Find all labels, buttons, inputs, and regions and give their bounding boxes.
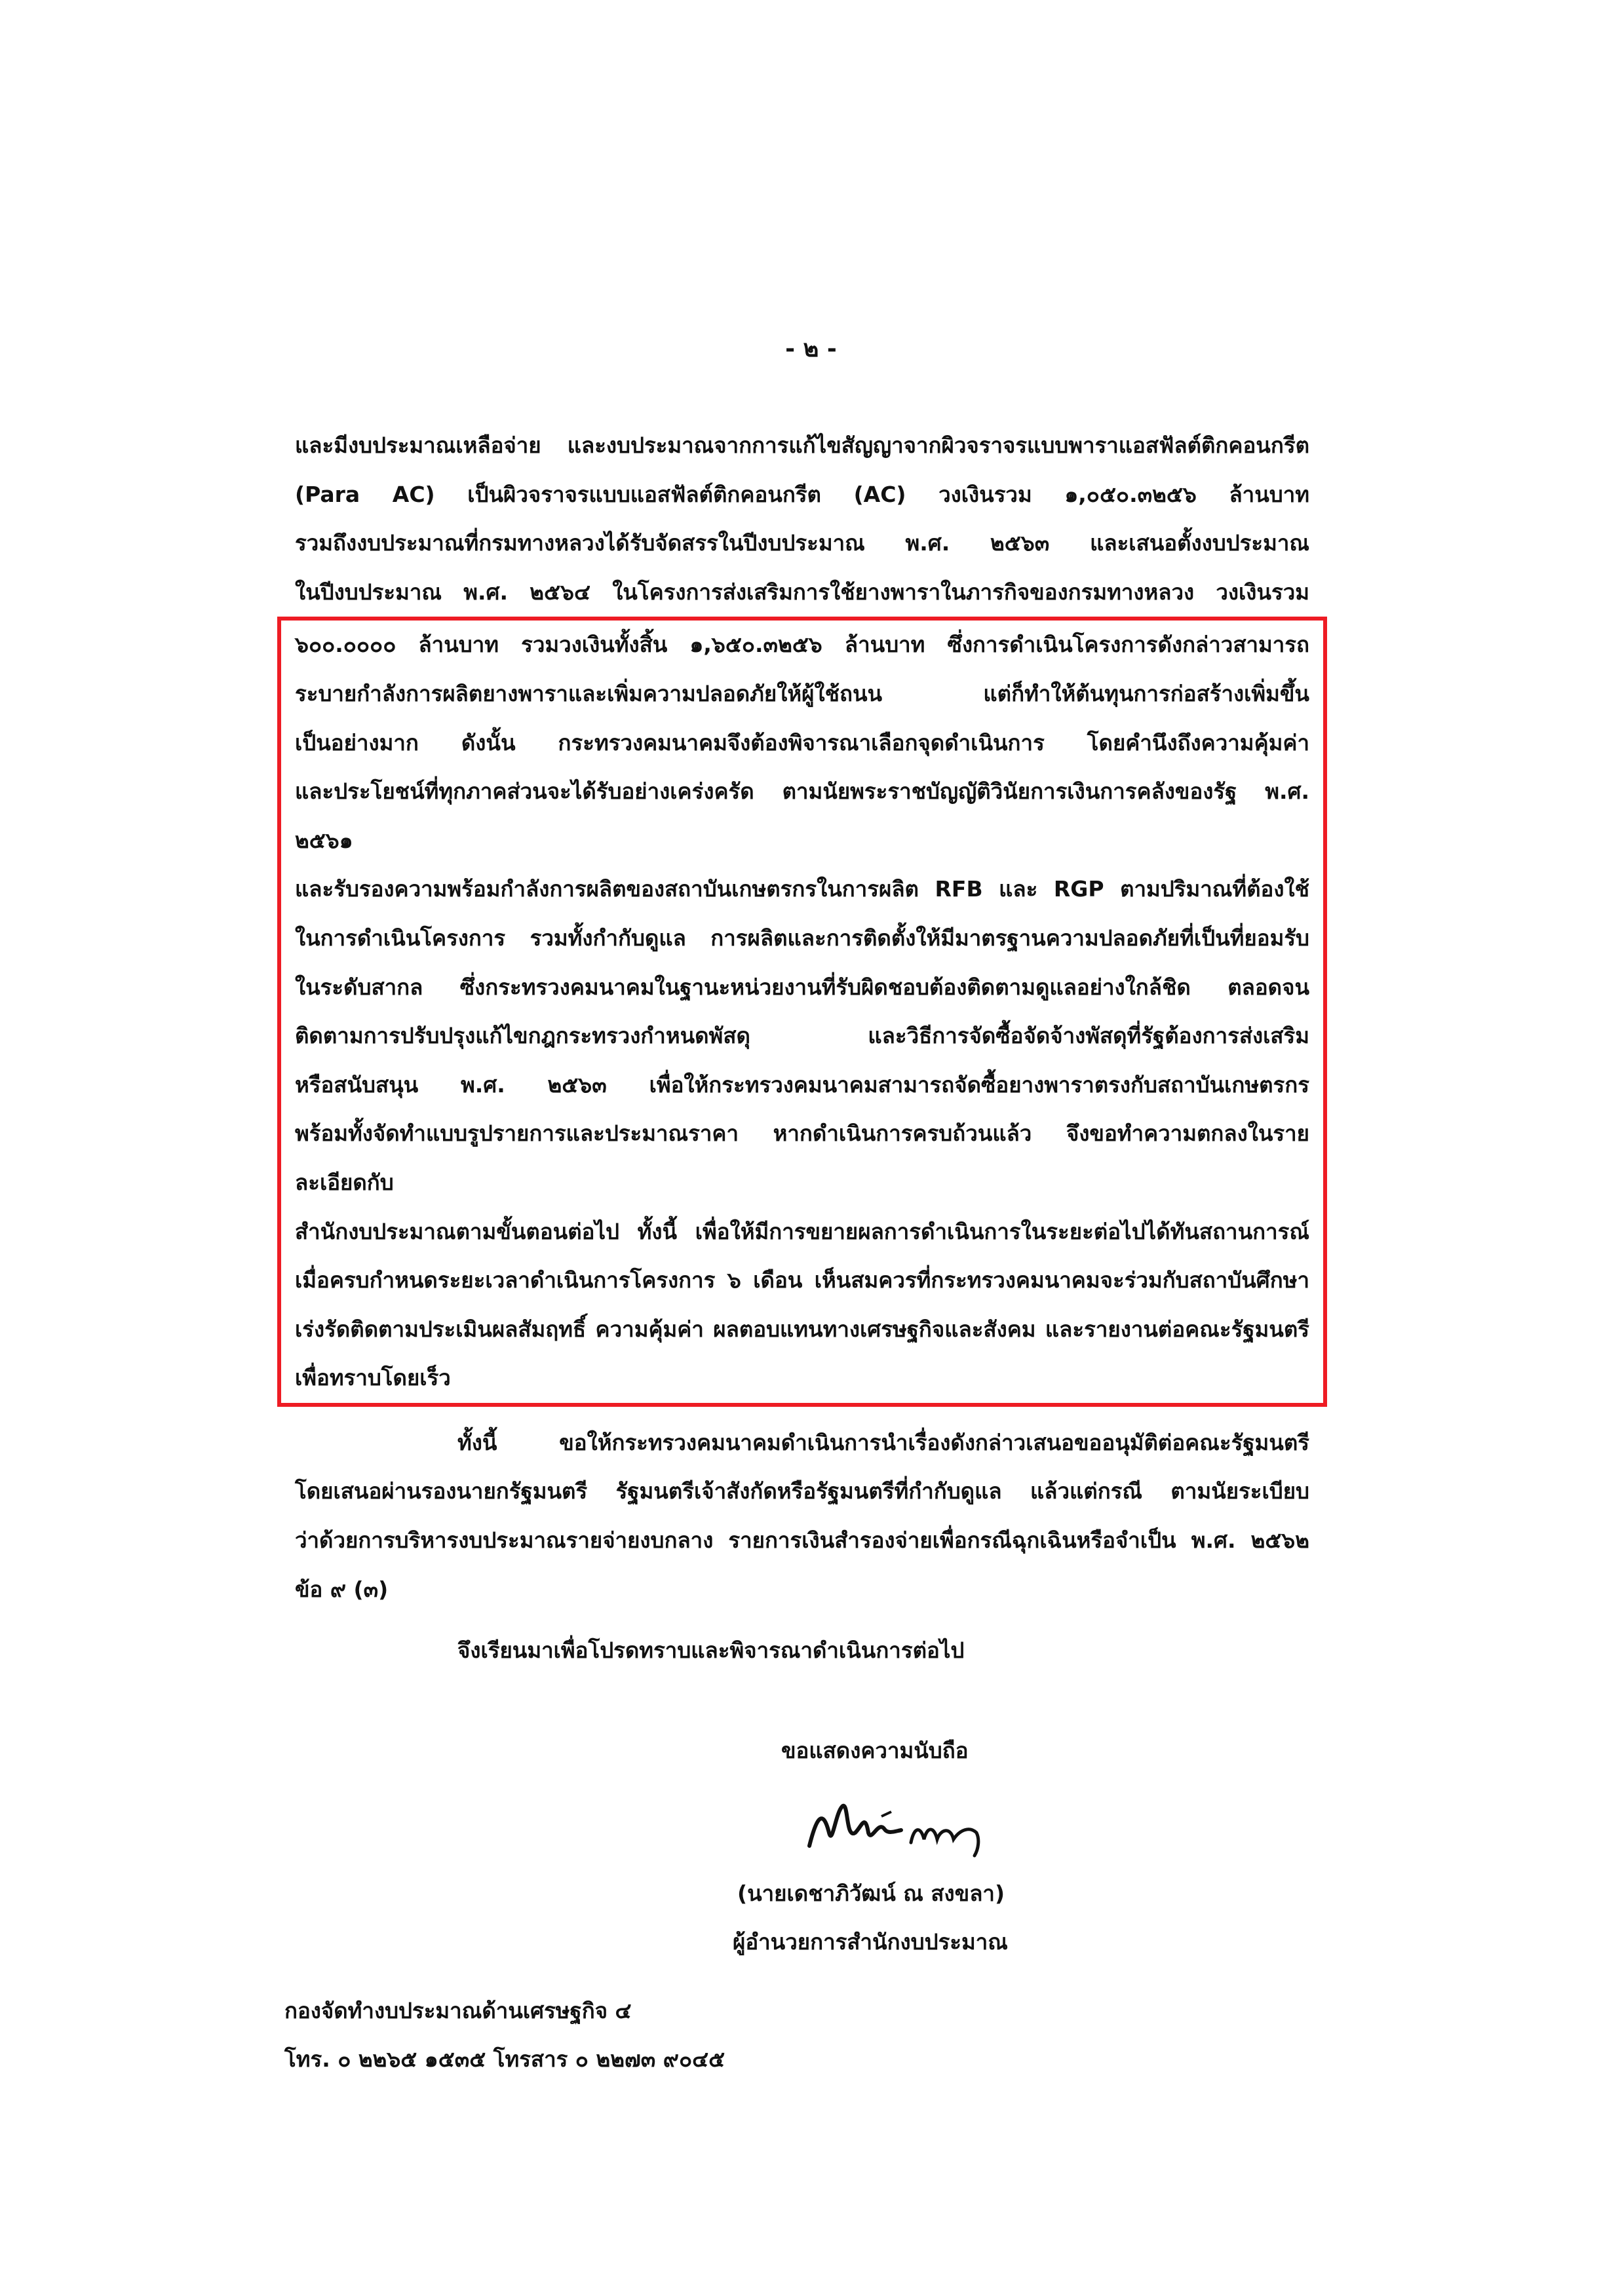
- text-line: หรือสนับสนุน พ.ศ. ๒๕๖๓ เพื่อให้กระทรวงคมนาคมสามารถจัดซื้อยางพาราตรงกับสถาบันเกษตรกร: [295, 1071, 1309, 1098]
- text-line: เพื่อทราบโดยเร็ว: [295, 1365, 451, 1391]
- text-line: เร่งรัดติดตามประเมินผลสัมฤทธิ์ ความคุ้มค่า ผลตอบแทนทางเศรษฐกิจและสังคม และรายงานต่อคณะรัฐมนตรี: [295, 1316, 1309, 1342]
- text-line: สำนักงบประมาณตามขั้นตอนต่อไป ทั้งนี้ เพื่อให้มีการขยายผลการดำเนินการในระยะต่อไปได้ทันสถานการณ์: [295, 1218, 1309, 1244]
- text-line: ข้อ ๙ (๓): [295, 1576, 389, 1602]
- signer-name: (นายเดชาภิวัฒน์ ณ สงขลา): [737, 1881, 1005, 1907]
- signer-title: ผู้อำนวยการสำนักงบประมาณ: [733, 1929, 1008, 1955]
- text-line: เป็นอย่างมาก ดังนั้น กระทรวงคมนาคมจึงต้องพิจารณาเลือกจุดดำเนินการ โดยคำนึงถึงความคุ้มค่า: [295, 729, 1309, 756]
- salutation: ขอแสดงความนับถือ: [781, 1738, 969, 1764]
- text-line: และมีงบประมาณเหลือจ่าย และงบประมาณจากการแก้ไขสัญญาจากผิวจราจรแบบพาราแอสฟัลต์ติกคอนกรีต: [295, 432, 1309, 458]
- text-line: และประโยชน์ที่ทุกภาคส่วนจะได้รับอย่างเคร่งครัด ตามนัยพระราชบัญญัติวินัยการเงินการคลังของรัฐ พ.ศ. ๒๕๖๑: [295, 778, 1309, 853]
- highlight-box: [277, 617, 1327, 1407]
- text-line: และรับรองความพร้อมกำลังการผลิตของสถาบันเกษตรกรในการผลิต RFB และ RGP ตามปริมาณที่ต้องใช้: [295, 876, 1309, 902]
- text-line: โดยเสนอผ่านรองนายกรัฐมนตรี รัฐมนตรีเจ้าสังกัดหรือรัฐมนตรีที่กำกับดูแล แล้วแต่กรณี ตามนัยระเบียบ: [295, 1478, 1309, 1504]
- text-line: รวมถึงงบประมาณที่กรมทางหลวงได้รับจัดสรรในปีงบประมาณ พ.ศ. ๒๕๖๓ และเสนอตั้งงบประมาณ: [295, 530, 1309, 556]
- text-line: เมื่อครบกำหนดระยะเวลาดำเนินการโครงการ ๖ เดือน เห็นสมควรที่กระทรวงคมนาคมจะร่วมกับสถาบันศึกษา: [295, 1267, 1309, 1293]
- text-line: ระบายกำลังการผลิตยางพาราและเพิ่มความปลอดภัยให้ผู้ใช้ถนน แต่ก็ทำให้ต้นทุนการก่อสร้างเพิ่มขึ้น: [295, 680, 1309, 706]
- text-line: ในระดับสากล ซึ่งกระทรวงคมนาคมในฐานะหน่วยงานที่รับผิดชอบต้องติดตามดูแลอย่างใกล้ชิด ตลอดจน: [295, 974, 1309, 1000]
- text-line: (Para AC) เป็นผิวจราจรแบบแอสฟัลต์ติกคอนกรีต (AC) วงเงินรวม ๑,๐๕๐.๓๒๕๖ ล้านบาท: [295, 481, 1309, 507]
- page-number: - ๒ -: [785, 335, 837, 362]
- text-line: ในปีงบประมาณ พ.ศ. ๒๕๖๔ ในโครงการส่งเสริมการใช้ยางพาราในภารกิจของกรมทางหลวง วงเงินรวม: [295, 579, 1309, 605]
- letter-body: [284, 421, 1309, 2084]
- paragraph-1: [295, 421, 1309, 617]
- text-line: ในการดำเนินโครงการ รวมทั้งกำกับดูแล การผลิตและการติดตั้งให้มีมาตรฐานความปลอดภัยที่เป็นที่ยอมรับ: [295, 925, 1309, 951]
- signature-image: [803, 1793, 999, 1859]
- text-line: ว่าด้วยการบริหารงบประมาณรายจ่ายงบกลาง รายการเงินสำรองจ่ายเพื่อกรณีฉุกเฉินหรือจำเป็น พ.ศ. ๒๕๖๒: [295, 1527, 1309, 1554]
- paragraph-2: [295, 1419, 1309, 1614]
- text-line: พร้อมทั้งจัดทำแบบรูปรายการและประมาณราคา หากดำเนินการครบถ้วนแล้ว จึงขอทำความตกลงในรายละเอียดกับ: [295, 1120, 1309, 1195]
- text-line: ทั้งนี้ ขอให้กระทรวงคมนาคมดำเนินการนำเรื่องดังกล่าวเสนอขออนุมัติต่อคณะรัฐมนตรี: [457, 1429, 1309, 1455]
- footer-contact: โทร. ๐ ๒๒๖๕ ๑๕๓๕ โทรสาร ๐ ๒๒๗๓ ๙๐๔๕: [284, 2046, 725, 2073]
- footer-department: กองจัดทำงบประมาณด้านเศรษฐกิจ ๔: [284, 1998, 632, 2024]
- text-line: ติดตามการปรับปรุงแก้ไขกฎกระทรวงกำหนดพัสดุ และวิธีการจัดซื้อจัดจ้างพัสดุที่รัฐต้องการส่งเสริม: [295, 1023, 1309, 1049]
- closing-request: จึงเรียนมาเพื่อโปรดทราบและพิจารณาดำเนินการต่อไป: [457, 1637, 965, 1664]
- text-line: ๖๐๐.๐๐๐๐ ล้านบาท รวมวงเงินทั้งสิ้น ๑,๖๕๐.๓๒๕๖ ล้านบาท ซึ่งการดำเนินโครงการดังกล่าวสามารถ: [295, 632, 1309, 658]
